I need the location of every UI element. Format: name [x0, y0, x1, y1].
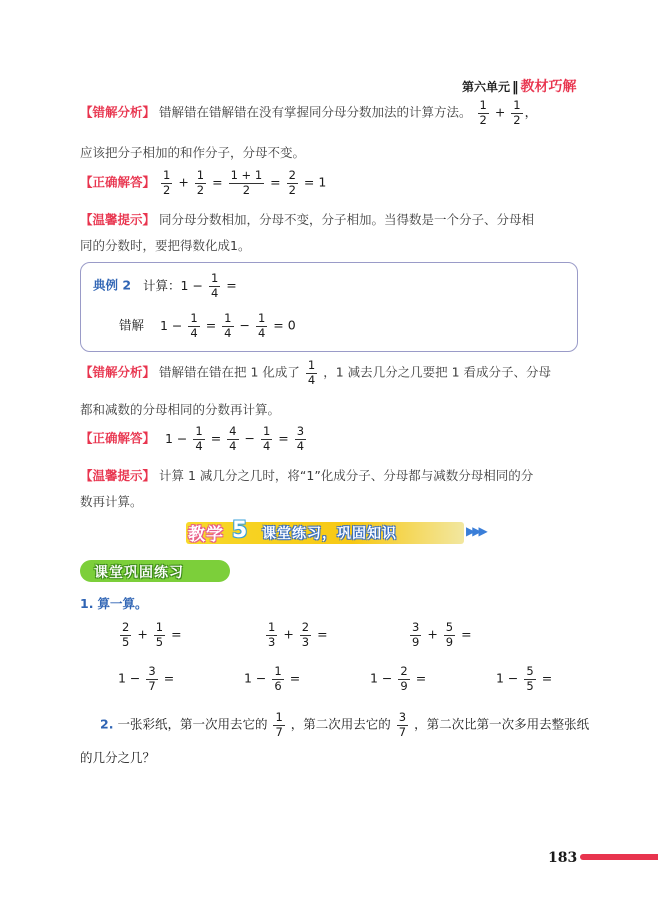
- fraction: $\frac{1}{2}$: [479, 98, 487, 127]
- fraction: $\frac{5}{5}$: [526, 664, 534, 693]
- fraction: $\frac{1}{4}$: [257, 311, 266, 340]
- q2-line2: 的几分之几？: [80, 750, 156, 765]
- fraction: $\frac{1}{4}$: [210, 271, 219, 300]
- fraction: $\frac{2}{3}$: [301, 620, 310, 649]
- fraction: $\frac{1}{2}$: [513, 98, 521, 127]
- fraction: $\frac{1}{4}$: [224, 311, 232, 340]
- exercise-item: [496, 666, 552, 692]
- section-title: 课堂巩固练习: [94, 565, 184, 581]
- equals-sign: =: [226, 277, 237, 293]
- fraction: $\frac{2}{5}$: [122, 620, 130, 649]
- equals-sign: =: [278, 430, 289, 446]
- exercise-item: [264, 622, 328, 648]
- plus-sign: +: [137, 626, 148, 642]
- q2-line1: [100, 712, 589, 738]
- example2-wrong-label: 错解: [119, 317, 145, 333]
- tip2-line1: [80, 466, 533, 484]
- comma: ，: [524, 104, 538, 120]
- q1-title: 算一算。: [97, 596, 148, 611]
- equals-sign: =: [415, 670, 427, 686]
- plus-sign: +: [178, 174, 189, 190]
- fraction: $\frac{1}{4}$: [262, 424, 271, 453]
- fraction: $\frac{5}{9}$: [445, 620, 454, 649]
- fraction: $\frac{1}{2}$: [196, 168, 205, 197]
- analysis2-line1: [80, 360, 551, 386]
- minus-sign: −: [239, 317, 250, 333]
- fraction: $\frac{3}{4}$: [296, 424, 305, 453]
- example2-prompt: 计算：1 −: [143, 277, 203, 293]
- equals-sign: =: [163, 670, 175, 686]
- one-minus: 1 −: [160, 317, 183, 333]
- banner-arrows-icon: ▶▶▶: [466, 524, 485, 538]
- fraction: $\frac{4}{4}$: [229, 424, 237, 453]
- q2-text-b: ，第二次用去它的: [290, 716, 391, 732]
- example2-title: 典例 2: [93, 277, 132, 293]
- tip1-line1: [80, 210, 534, 228]
- header-title: 教材巧解: [520, 79, 577, 95]
- page-number-bar: [580, 854, 658, 860]
- analysis2-text-a: 错解错在错在把 1 化成了: [159, 364, 300, 380]
- plus-sign: +: [427, 626, 438, 642]
- equals-sign: =: [317, 626, 328, 642]
- equals-sign: =: [205, 317, 217, 333]
- fraction: $\frac{1}{3}$: [268, 620, 276, 649]
- fraction: $\frac{1}{6}$: [274, 664, 282, 693]
- equals-sign: =: [210, 430, 222, 446]
- q1-number: 1.: [80, 596, 94, 611]
- example2-prompt-line: [93, 273, 237, 299]
- q2-text-c: ，第二次比第一次多用去整张纸: [414, 716, 590, 732]
- plus-sign: +: [494, 104, 506, 120]
- equals-sign: =: [270, 174, 281, 190]
- fraction: $\frac{2}{2}$: [288, 168, 296, 197]
- fraction: $\frac{1}{4}$: [190, 311, 198, 340]
- banner-text: 课堂练习，巩固知识: [262, 526, 397, 542]
- result: = 0: [273, 317, 296, 333]
- banner-number: 5: [232, 518, 248, 543]
- lesson-banner: [186, 520, 486, 546]
- exercise-item: [118, 666, 174, 692]
- page-header: [462, 76, 577, 96]
- example2-wrong-line: [119, 313, 296, 339]
- fraction: $\frac{3}{7}$: [398, 710, 407, 739]
- one-minus: 1 −: [244, 670, 267, 686]
- exercise-item: [118, 622, 182, 648]
- fraction: $\frac{3}{7}$: [148, 664, 156, 693]
- analysis1-label: 【错解分析】: [80, 104, 156, 120]
- header-separator: ‖: [512, 80, 519, 95]
- equals-sign: =: [461, 626, 472, 642]
- fraction: $\frac{2}{9}$: [400, 664, 408, 693]
- exercise-item: [370, 666, 426, 692]
- fraction: $\frac{1 + 1}{2}$: [230, 168, 263, 197]
- header-unit: 第六单元: [462, 80, 511, 94]
- tip1-text-a: 同分母分数相加，分母不变，分子相加。当得数是一个分子、分母相: [159, 212, 535, 227]
- one-minus: 1 −: [118, 670, 141, 686]
- one-minus: 1 −: [165, 430, 188, 446]
- fraction: $\frac{1}{4}$: [307, 358, 316, 387]
- analysis1-text-a: 错解错在错解错在没有掌握同分母分数加法的计算方法。: [159, 104, 472, 120]
- fraction: $\frac{1}{2}$: [163, 168, 171, 197]
- answer2-label: 【正确解答】: [80, 430, 156, 446]
- analysis2-line2: 都和减数的分母相同的分数再计算。: [80, 402, 281, 417]
- tip1-line2: 同的分数时，要把得数化成1。: [80, 238, 251, 253]
- analysis2-label: 【错解分析】: [80, 364, 156, 380]
- one-minus: 1 −: [496, 670, 519, 686]
- example2-box: [80, 262, 578, 352]
- minus-sign: −: [244, 430, 255, 446]
- page-number: 183: [548, 850, 578, 866]
- q2-number: 2.: [100, 716, 114, 732]
- tip2-line2: 数再计算。: [80, 494, 143, 509]
- q1-heading: [80, 594, 147, 612]
- section-title-pill: [80, 560, 230, 582]
- analysis2-text-b: ，1 减去几分之几要把 1 看成分子、分母: [323, 364, 552, 380]
- answer1-label: 【正确解答】: [80, 174, 156, 190]
- exercise-item: [244, 666, 300, 692]
- tip2-label: 【温馨提示】: [80, 468, 156, 483]
- exercise-item: [408, 622, 472, 648]
- equals-sign: =: [212, 174, 223, 190]
- fraction: $\frac{3}{9}$: [412, 620, 420, 649]
- equals-sign: =: [171, 626, 182, 642]
- tip2-text-a: 计算 1 减几分之几时，将“1”化成分子、分母都与减数分母相同的分: [159, 468, 534, 483]
- analysis1-line1: [80, 100, 537, 126]
- answer2-line: [80, 426, 308, 452]
- plus-sign: +: [283, 626, 294, 642]
- q2-text-a: 一张彩纸，第一次用去它的: [117, 716, 268, 732]
- analysis1-line2: 应该把分子相加的和作分子，分母不变。: [80, 145, 306, 160]
- answer1-line: [80, 170, 326, 196]
- tip1-label: 【温馨提示】: [80, 212, 156, 227]
- banner-word: 教学: [188, 525, 224, 545]
- equals-sign: =: [541, 670, 553, 686]
- one-minus: 1 −: [370, 670, 393, 686]
- result: = 1: [303, 174, 327, 190]
- equals-sign: =: [289, 670, 301, 686]
- fraction: $\frac{1}{5}$: [155, 620, 164, 649]
- fraction: $\frac{1}{7}$: [275, 710, 283, 739]
- fraction: $\frac{1}{4}$: [195, 424, 203, 453]
